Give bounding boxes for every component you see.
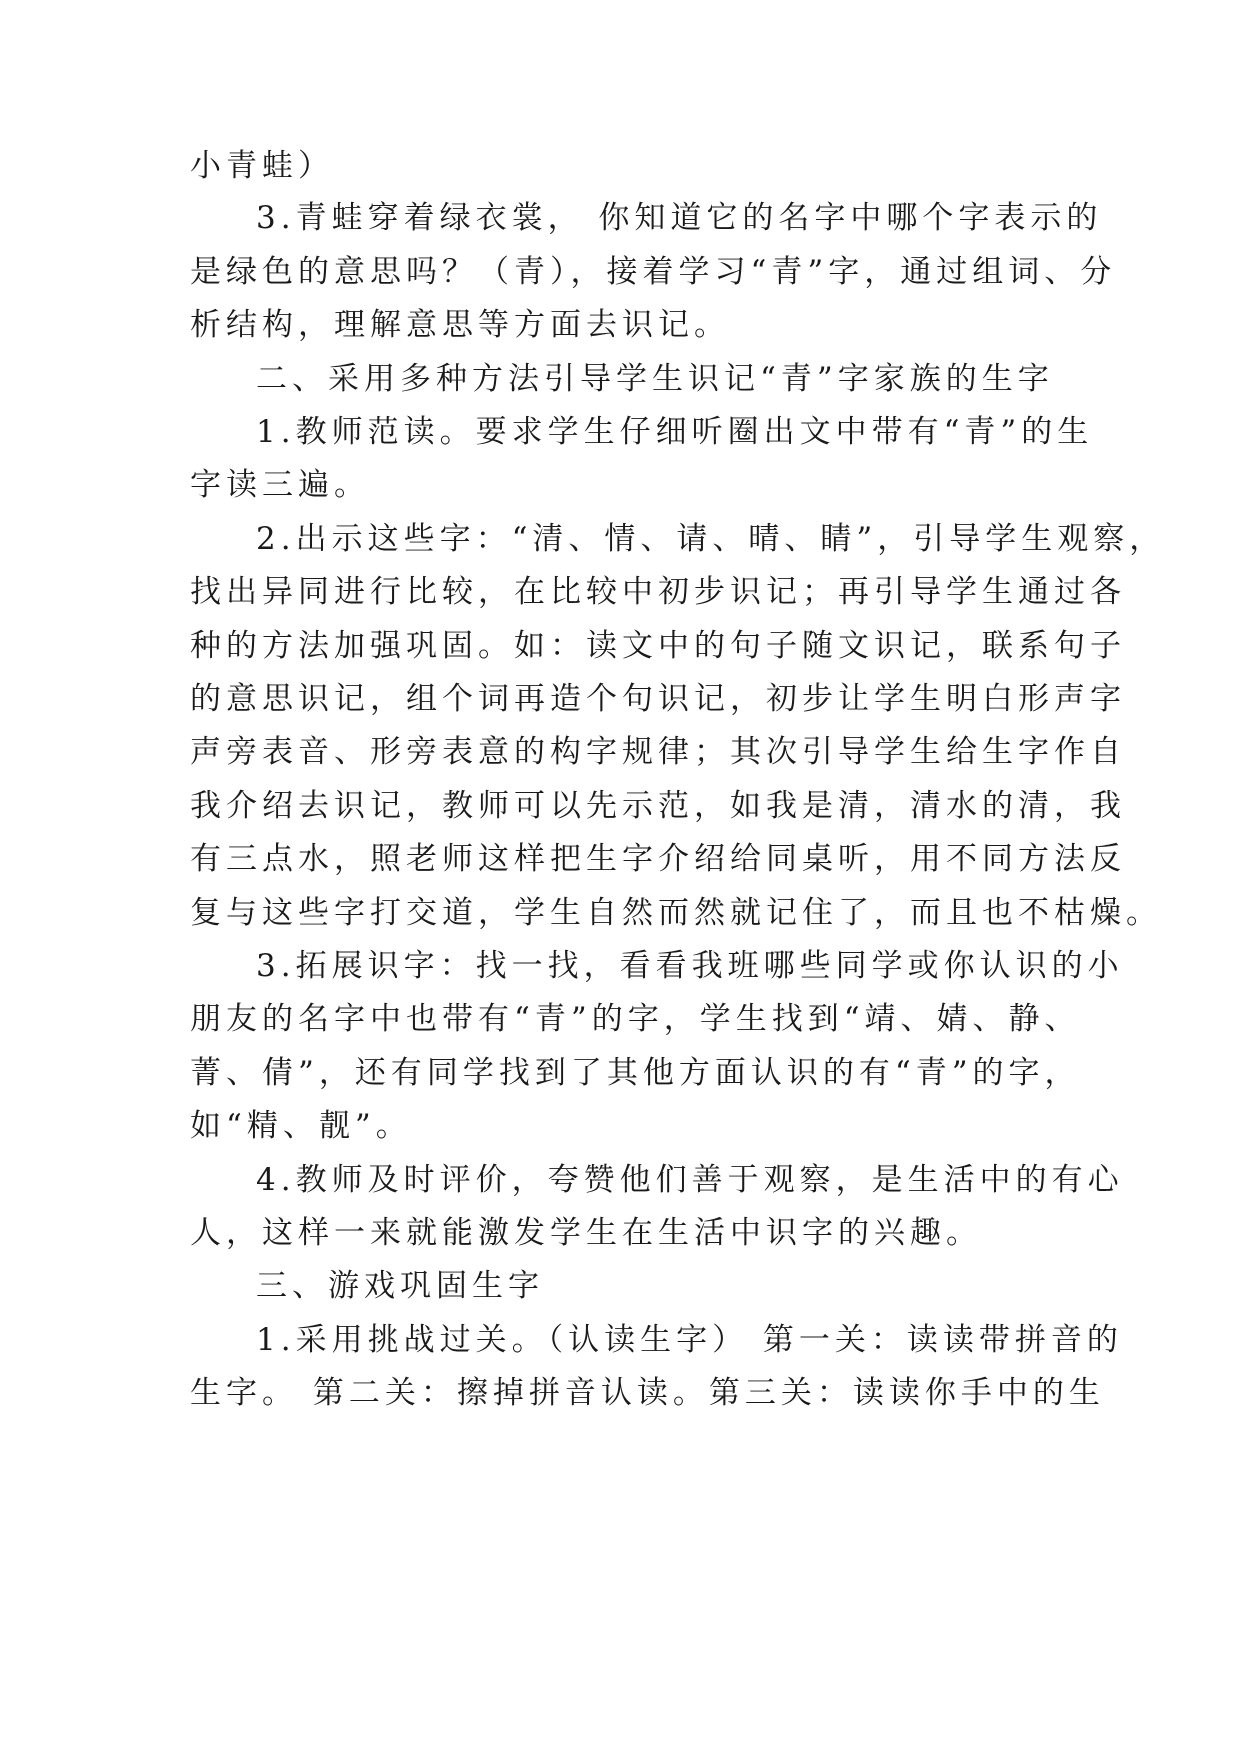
text-line-17: 朋友的名字中也带有“青”的字，学生找到“靖、婧、静、 xyxy=(190,1001,1081,1037)
text-line-3: 是绿色的意思吗？（青），接着学习“青”字，通过组词、分 xyxy=(190,254,1117,290)
text-line-16: 3.拓展识字：找一找，看看我班哪些同学或你认识的小 xyxy=(256,948,1124,984)
section-heading-2: 二、采用多种方法引导学生识记“青”字家族的生字 xyxy=(256,361,1054,397)
text-line-7: 字读三遍。 xyxy=(190,467,370,503)
text-line-9: 找出异同进行比较，在比较中初步识记；再引导学生通过各 xyxy=(190,574,1126,610)
text-line-4: 析结构，理解意思等方面去识记。 xyxy=(190,307,730,343)
text-line-24: 生字。 第二关：擦掉拼音认读。第三关：读读你手中的生 xyxy=(190,1375,1105,1411)
text-line-8: 2.出示这些字：“清、情、请、晴、睛”，引导学生观察， xyxy=(256,521,1166,557)
text-line-21: 人，这样一来就能激发学生在生活中识字的兴趣。 xyxy=(190,1215,982,1251)
text-line-23: 1.采用挑战过关。（认读生字） 第一关：读读带拼音的 xyxy=(256,1322,1123,1358)
text-line-14: 有三点水，照老师这样把生字介绍给同桌听，用不同方法反 xyxy=(190,841,1126,877)
text-line-18: 菁、倩”，还有同学找到了其他方面认识的有“青”的字， xyxy=(190,1055,1081,1091)
text-line-10: 种的方法加强巩固。如：读文中的句子随文识记，联系句子 xyxy=(190,628,1126,664)
text-line-6: 1.教师范读。要求学生仔细听圈出文中带有“青”的生 xyxy=(256,414,1094,450)
text-line-13: 我介绍去识记，教师可以先示范，如我是清，清水的清，我 xyxy=(190,788,1126,824)
text-line-20: 4.教师及时评价，夸赞他们善于观察，是生活中的有心 xyxy=(256,1162,1124,1198)
text-line-11: 的意思识记，组个词再造个句识记，初步让学生明白形声字 xyxy=(190,681,1126,717)
text-line-12: 声旁表音、形旁表意的构字规律；其次引导学生给生字作自 xyxy=(190,734,1126,770)
section-heading-3: 三、游戏巩固生字 xyxy=(256,1268,544,1304)
text-line-15: 复与这些字打交道，学生自然而然就记住了，而且也不枯燥。 xyxy=(190,895,1162,931)
text-line-19: 如“精、靓”。 xyxy=(190,1108,412,1144)
text-line-1: 小青蛙） xyxy=(190,148,334,184)
text-line-2: 3.青蛙穿着绿衣裳， 你知道它的名字中哪个字表示的 xyxy=(256,200,1103,236)
